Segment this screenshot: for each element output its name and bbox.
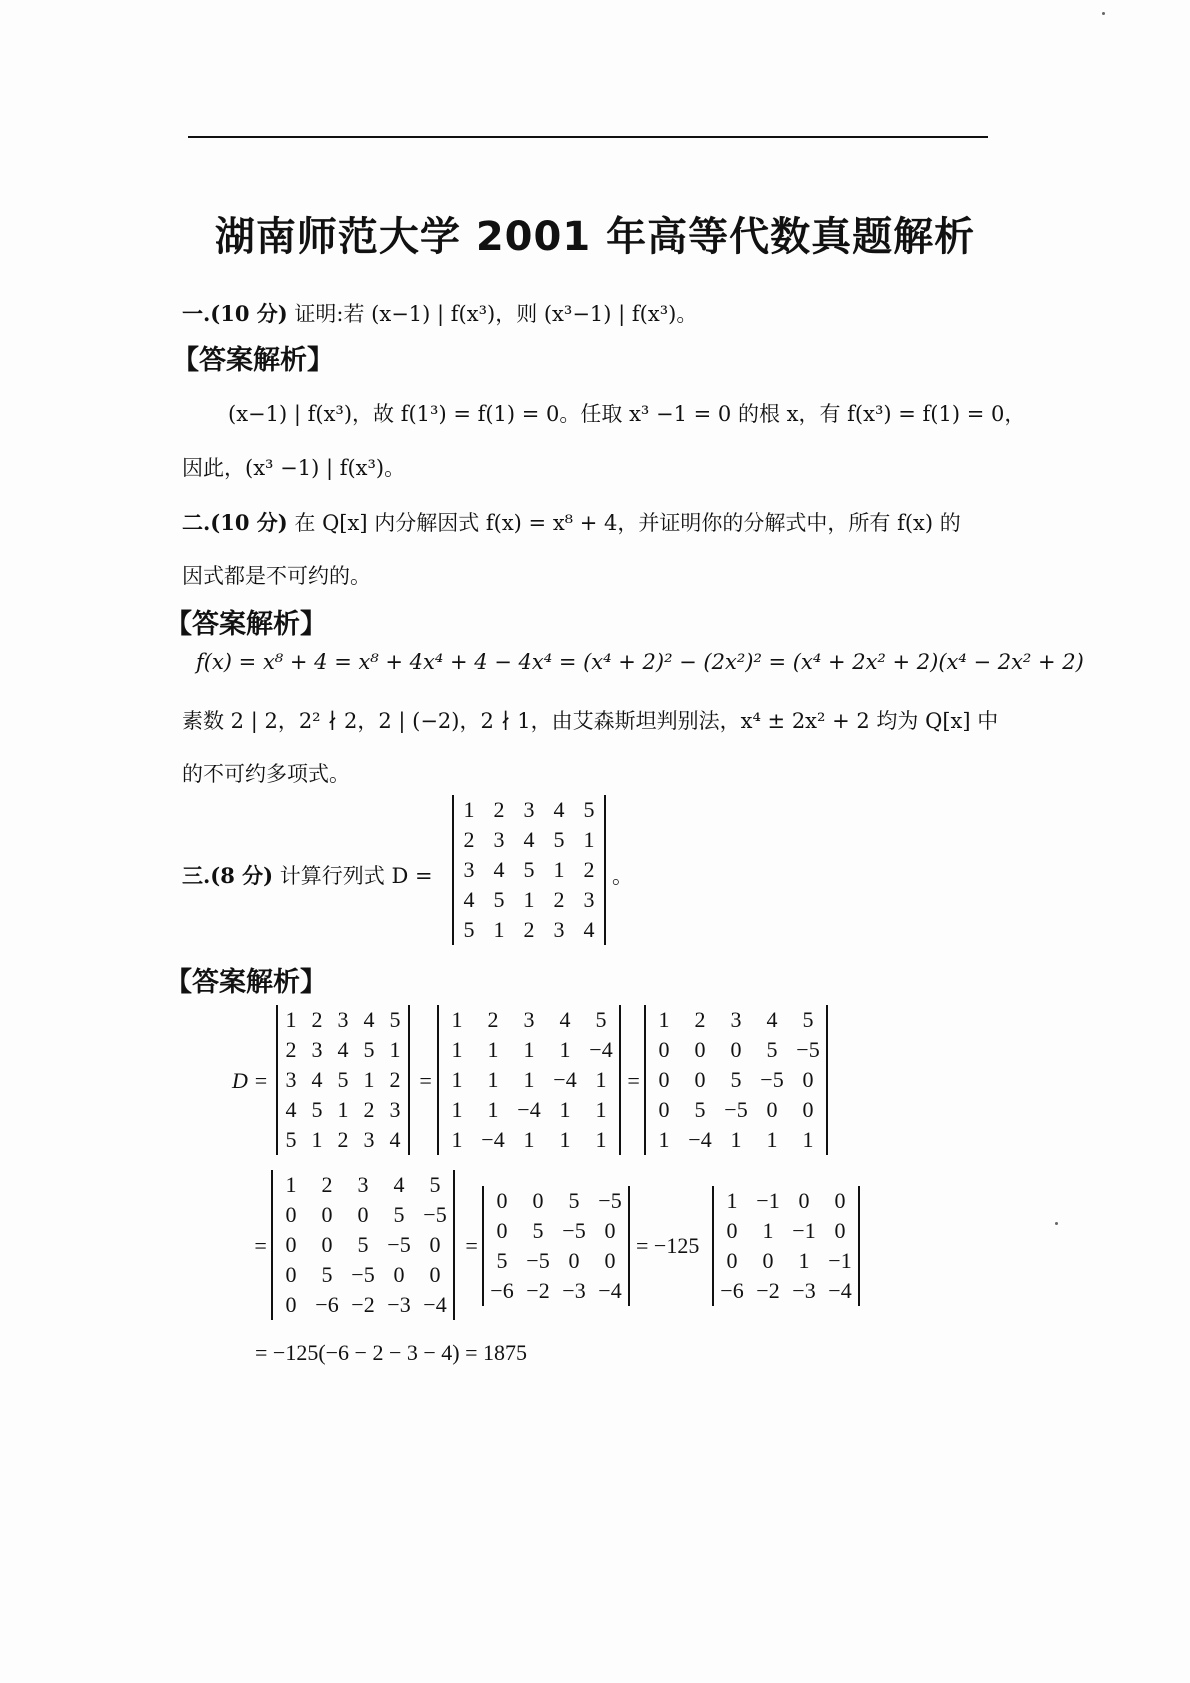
matrix-cell: 0 (762, 1248, 774, 1273)
matrix-cell: 0 (834, 1188, 846, 1213)
determinant-step-2 (437, 1005, 621, 1155)
matrix-cell: 1 (762, 1218, 774, 1243)
matrix-row (483, 1216, 629, 1246)
answer-heading-1: 【答案解析】 (172, 345, 334, 376)
matrix-cell: 2 (523, 917, 535, 942)
matrix-cell: −5 (598, 1188, 622, 1213)
matrix-cell: −5 (387, 1232, 411, 1257)
matrix-row (453, 795, 605, 825)
matrix-cell: 3 (463, 857, 475, 882)
matrix-cell: 0 (604, 1218, 616, 1243)
matrix-cell: 3 (523, 1007, 535, 1032)
matrix-cell: −5 (760, 1067, 784, 1092)
matrix-cell: 5 (337, 1067, 349, 1092)
matrix-cell: 4 (393, 1172, 405, 1197)
matrix-cell: 0 (802, 1097, 814, 1122)
matrix-cell: 0 (393, 1262, 405, 1287)
matrix-cell: 1 (726, 1188, 738, 1213)
question-2 (182, 507, 961, 537)
matrix-cell: 2 (487, 1007, 499, 1032)
matrix-cell: 3 (583, 887, 595, 912)
matrix-cell: −4 (553, 1067, 577, 1092)
matrix-row (272, 1200, 454, 1230)
matrix-cell: 5 (553, 827, 565, 852)
matrix-cell: 0 (730, 1037, 742, 1062)
matrix-cell: 4 (337, 1037, 349, 1062)
matrix-cell: 5 (285, 1127, 297, 1152)
matrix-row (453, 855, 605, 885)
matrix-cell: 5 (496, 1248, 508, 1273)
matrix-cell: 0 (658, 1037, 670, 1062)
matrix-cell: 1 (451, 1097, 463, 1122)
matrix-cell: 2 (463, 827, 475, 852)
matrix-row (272, 1230, 454, 1260)
matrix-cell: −5 (724, 1097, 748, 1122)
matrix-cell: 3 (523, 797, 535, 822)
matrix-cell: −1 (792, 1218, 816, 1243)
equals-sign: = (626, 1068, 641, 1093)
matrix-cell: −5 (796, 1037, 820, 1062)
matrix-row (272, 1260, 454, 1290)
matrix-cell: 0 (496, 1218, 508, 1243)
matrix-cell: 0 (694, 1037, 706, 1062)
q3-end: 。 (612, 864, 633, 888)
matrix-cell: 1 (559, 1097, 571, 1122)
matrix-cell: 5 (802, 1007, 814, 1032)
matrix-cell: −4 (688, 1127, 712, 1152)
determinant-step-4 (271, 1170, 455, 1320)
matrix-cell: −3 (562, 1278, 586, 1303)
matrix-cell: 1 (451, 1037, 463, 1062)
matrix-cell: 5 (429, 1172, 441, 1197)
matrix-cell: 5 (766, 1037, 778, 1062)
matrix-cell: 1 (583, 827, 595, 852)
matrix-cell: 1 (595, 1097, 607, 1122)
matrix-cell: 5 (694, 1097, 706, 1122)
matrix-row (713, 1246, 859, 1276)
matrix-cell: 1 (487, 1097, 499, 1122)
matrix-cell: −2 (351, 1292, 375, 1317)
matrix-cell: 0 (496, 1188, 508, 1213)
q1-label: 一.(10 分) (182, 301, 288, 326)
determinant-step-1 (276, 1005, 410, 1155)
matrix-cell: 4 (553, 797, 565, 822)
matrix-cell: 1 (363, 1067, 375, 1092)
matrix-cell: 4 (493, 857, 505, 882)
matrix-cell: 1 (798, 1248, 810, 1273)
matrix-cell: 1 (285, 1007, 297, 1032)
matrix-cell: 1 (493, 917, 505, 942)
matrix-cell: 5 (311, 1097, 323, 1122)
matrix-row (645, 1065, 827, 1095)
matrix-cell: 1 (337, 1097, 349, 1122)
matrix-cell: 5 (363, 1037, 375, 1062)
matrix-cell: 1 (730, 1127, 742, 1152)
matrix-cell: 4 (311, 1067, 323, 1092)
matrix-cell: 1 (553, 857, 565, 882)
matrix-cell: 5 (321, 1262, 333, 1287)
matrix-row (438, 1005, 620, 1035)
matrix-cell: 0 (429, 1232, 441, 1257)
matrix-cell: 0 (285, 1232, 297, 1257)
matrix-row (438, 1125, 620, 1155)
matrix-row (713, 1276, 859, 1306)
matrix-cell: 5 (532, 1218, 544, 1243)
matrix-cell: −5 (562, 1218, 586, 1243)
matrix-cell: 1 (595, 1067, 607, 1092)
determinant-step-6 (712, 1186, 860, 1306)
matrix-cell: 1 (451, 1007, 463, 1032)
matrix-cell: 0 (285, 1262, 297, 1287)
matrix-cell: 0 (568, 1248, 580, 1273)
matrix-cell: −3 (387, 1292, 411, 1317)
matrix-cell: −1 (756, 1188, 780, 1213)
matrix-cell: 4 (389, 1127, 401, 1152)
matrix-cell: 0 (798, 1188, 810, 1213)
matrix-cell: 3 (285, 1067, 297, 1092)
matrix-row (277, 1065, 409, 1095)
matrix-cell: −5 (526, 1248, 550, 1273)
matrix-cell: 3 (553, 917, 565, 942)
determinant-step-5 (482, 1186, 630, 1306)
matrix-cell: 2 (694, 1007, 706, 1032)
q3-text: 计算行列式 D = (279, 864, 433, 888)
matrix-cell: 1 (658, 1007, 670, 1032)
matrix-row (713, 1186, 859, 1216)
matrix-cell: 4 (285, 1097, 297, 1122)
equals-sign: = (253, 1233, 268, 1258)
matrix-row (438, 1095, 620, 1125)
answer-heading-3: 【答案解析】 (165, 967, 327, 998)
matrix-row (438, 1065, 620, 1095)
matrix-cell: −6 (315, 1292, 339, 1317)
matrix-cell: 5 (493, 887, 505, 912)
matrix-cell: 2 (311, 1007, 323, 1032)
matrix-cell: 0 (285, 1292, 297, 1317)
matrix-cell: −2 (526, 1278, 550, 1303)
matrix-cell: 4 (363, 1007, 375, 1032)
answer-heading-2: 【答案解析】 (165, 609, 327, 640)
matrix-cell: 3 (493, 827, 505, 852)
matrix-row (438, 1035, 620, 1065)
q1-solution-line-1: (x−1) | f(x³)，故 f(1³) = f(1) = 0。任取 x³ −1 = 0 的根 x，有 f(x³) = f(1) = 0， (228, 402, 1026, 426)
matrix-cell: 1 (523, 1037, 535, 1062)
matrix-cell: 5 (583, 797, 595, 822)
equals-sign: = (418, 1068, 433, 1093)
matrix-cell: 3 (363, 1127, 375, 1152)
matrix-row (645, 1125, 827, 1155)
matrix-row (277, 1005, 409, 1035)
matrix-cell: 1 (802, 1127, 814, 1152)
matrix-cell: 2 (583, 857, 595, 882)
matrix-row (277, 1095, 409, 1125)
matrix-cell: 2 (389, 1067, 401, 1092)
scan-speck (1055, 1222, 1058, 1225)
matrix-cell: 1 (523, 887, 535, 912)
matrix-cell: 0 (357, 1202, 369, 1227)
matrix-cell: −4 (481, 1127, 505, 1152)
page-title: 湖南师范大学 2001 年高等代数真题解析 (214, 214, 976, 260)
matrix-cell: 0 (604, 1248, 616, 1273)
matrix-cell: 0 (429, 1262, 441, 1287)
matrix-cell: 2 (363, 1097, 375, 1122)
equals-sign: = (464, 1233, 479, 1258)
matrix-row (713, 1216, 859, 1246)
matrix-cell: 3 (730, 1007, 742, 1032)
matrix-cell: −4 (589, 1037, 613, 1062)
matrix-cell: 1 (523, 1067, 535, 1092)
matrix-row (453, 885, 605, 915)
matrix-row (645, 1095, 827, 1125)
matrix-cell: 0 (658, 1097, 670, 1122)
matrix-cell: −4 (517, 1097, 541, 1122)
matrix-cell: 0 (726, 1218, 738, 1243)
matrix-cell: 2 (337, 1127, 349, 1152)
matrix-cell: 2 (285, 1037, 297, 1062)
matrix-cell: 2 (493, 797, 505, 822)
q2-label: 二.(10 分) (182, 510, 288, 535)
matrix-row (272, 1290, 454, 1320)
matrix-cell: 0 (766, 1097, 778, 1122)
matrix-cell: −5 (351, 1262, 375, 1287)
matrix-cell: 5 (523, 857, 535, 882)
question-determinant (452, 795, 606, 945)
q2-solution-line-2: 素数 2 | 2，2² ∤ 2，2 | (−2)，2 ∤ 1，由艾森斯坦判别法，x⁴ ± 2x² + 2 均为 Q[x] 中 (182, 709, 999, 733)
matrix-cell: 0 (834, 1218, 846, 1243)
matrix-cell: 4 (766, 1007, 778, 1032)
matrix-row (272, 1170, 454, 1200)
matrix-cell: 5 (393, 1202, 405, 1227)
q2-text-2: 因式都是不可约的。 (182, 564, 371, 588)
matrix-cell: 3 (389, 1097, 401, 1122)
matrix-cell: −3 (792, 1278, 816, 1303)
matrix-cell: −6 (720, 1278, 744, 1303)
matrix-cell: 0 (321, 1202, 333, 1227)
question-3 (182, 860, 433, 890)
matrix-cell: 1 (389, 1037, 401, 1062)
q1-text: 证明:若 (x−1) | f(x³)，则 (x³−1) | f(x³)。 (294, 302, 698, 326)
matrix-cell: 3 (337, 1007, 349, 1032)
question-1 (182, 298, 697, 328)
matrix-row (645, 1005, 827, 1035)
matrix-cell: 1 (595, 1127, 607, 1152)
matrix-cell: 1 (463, 797, 475, 822)
matrix-cell: 1 (658, 1127, 670, 1152)
matrix-cell: 5 (568, 1188, 580, 1213)
matrix-cell: 5 (389, 1007, 401, 1032)
minus-125: = −125 (636, 1233, 700, 1258)
matrix-row (277, 1125, 409, 1155)
matrix-cell: 4 (523, 827, 535, 852)
matrix-cell: 0 (285, 1202, 297, 1227)
final-result: = −125(−6 − 2 − 3 − 4) = 1875 (255, 1340, 528, 1365)
determinant-step-3 (644, 1005, 828, 1155)
matrix-cell: 0 (694, 1067, 706, 1092)
matrix-cell: 5 (595, 1007, 607, 1032)
matrix-cell: 0 (532, 1188, 544, 1213)
matrix-cell: −2 (756, 1278, 780, 1303)
matrix-cell: 1 (451, 1127, 463, 1152)
matrix-cell: 4 (583, 917, 595, 942)
matrix-row (483, 1276, 629, 1306)
q2-solution-line-1: f(x) = x⁸ + 4 = x⁸ + 4x⁴ + 4 − 4x⁴ = (x⁴ + 2)² − (2x²)² = (x⁴ + 2x² + 2)(x⁴ − 2x² + 2) (196, 650, 1084, 674)
matrix-cell: 0 (658, 1067, 670, 1092)
matrix-cell: 5 (463, 917, 475, 942)
matrix-cell: 4 (559, 1007, 571, 1032)
matrix-row (483, 1186, 629, 1216)
matrix-cell: −5 (423, 1202, 447, 1227)
matrix-cell: 1 (559, 1037, 571, 1062)
matrix-cell: 2 (321, 1172, 333, 1197)
q2-text: 在 Q[x] 内分解因式 f(x) = x⁸ + 4，并证明你的分解式中，所有 f(x) 的 (294, 511, 961, 535)
matrix-cell: 3 (357, 1172, 369, 1197)
q1-solution-line-2: 因此，(x³ −1) | f(x³)。 (182, 456, 406, 480)
matrix-cell: 1 (285, 1172, 297, 1197)
d-equals: D = (232, 1068, 269, 1093)
matrix-cell: 2 (553, 887, 565, 912)
q3-label: 三.(8 分) (182, 863, 274, 888)
matrix-cell: −6 (490, 1278, 514, 1303)
matrix-row (277, 1035, 409, 1065)
matrix-cell: 0 (726, 1248, 738, 1273)
matrix-cell: 1 (523, 1127, 535, 1152)
matrix-row (453, 825, 605, 855)
matrix-cell: 1 (559, 1127, 571, 1152)
matrix-cell: −4 (423, 1292, 447, 1317)
matrix-cell: 1 (487, 1037, 499, 1062)
matrix-cell: −4 (598, 1278, 622, 1303)
scan-speck (1102, 12, 1105, 15)
q2-solution-line-3: 的不可约多项式。 (182, 762, 350, 786)
matrix-cell: 5 (730, 1067, 742, 1092)
matrix-cell: 3 (311, 1037, 323, 1062)
matrix-cell: 1 (451, 1067, 463, 1092)
matrix-cell: 1 (311, 1127, 323, 1152)
matrix-cell: −1 (828, 1248, 852, 1273)
matrix-row (645, 1035, 827, 1065)
header-rule (188, 136, 988, 138)
matrix-row (453, 915, 605, 945)
matrix-cell: 0 (802, 1067, 814, 1092)
matrix-cell: 0 (321, 1232, 333, 1257)
matrix-row (483, 1246, 629, 1276)
matrix-cell: 4 (463, 887, 475, 912)
matrix-cell: 5 (357, 1232, 369, 1257)
matrix-cell: −4 (828, 1278, 852, 1303)
matrix-cell: 1 (487, 1067, 499, 1092)
matrix-cell: 1 (766, 1127, 778, 1152)
